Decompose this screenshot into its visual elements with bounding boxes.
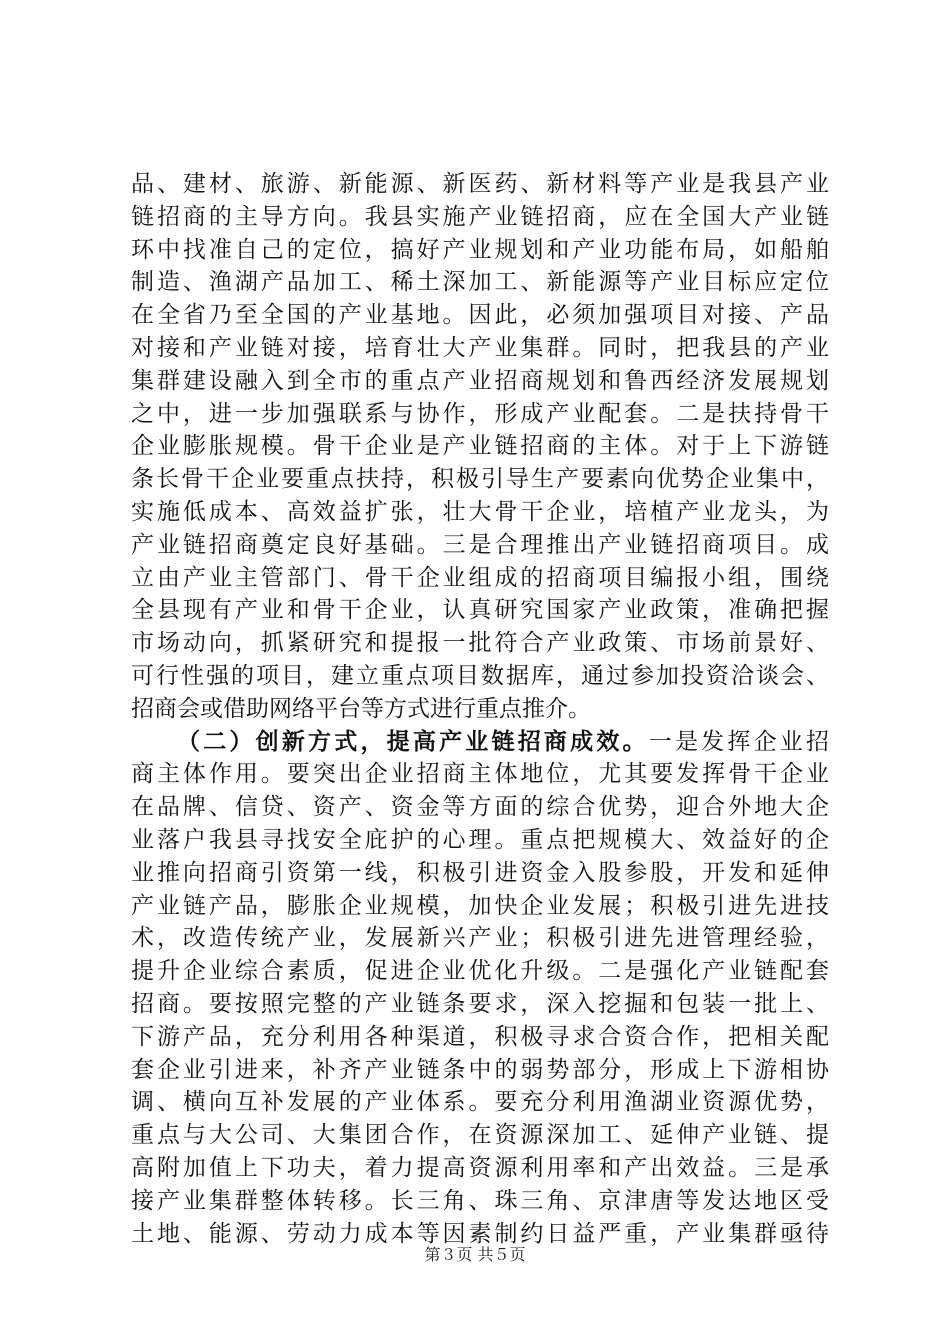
text-line: 调、横向互补发展的产业体系。要充分利用渔湖业资源优势， [131,1089,829,1116]
section-heading: （二）创新方式，提高产业链招商成效。 [177,727,649,755]
paragraph-2 [131,726,829,1251]
text-line: 术，改造传统产业，发展新兴产业；积极引进先进管理经验， [131,925,829,952]
text-line: 品、建材、旅游、新能源、新医药、新材料等产业是我县产业 [131,171,829,197]
text-line: 土地、能源、劳动力成本等因素制约日益严重，产业集群亟待 [131,1220,829,1247]
text-line: 在全省乃至全国的产业基地。因此，必须加强项目对接、产品 [131,302,829,329]
text-line: 在品牌、信贷、资产、资金等方面的综合优势，迎合外地大企 [131,794,829,821]
text-line: 可行性强的项目，建立重点项目数据库，通过参加投资洽谈会、 [131,662,829,689]
text-line: 制造、渔湖产品加工、稀土深加工、新能源等产业目标应定位 [131,269,829,296]
text-line: 实施低成本、高效益扩张，壮大骨干企业，培植产业龙头，为 [131,498,829,525]
text-line: 招商会或借助网络平台等方式进行重点推介。 [131,695,591,722]
text-line: 提升企业综合素质，促进企业优化升级。二是强化产业链配套 [131,958,829,985]
text-line: 产业链招商奠定良好基础。三是合理推出产业链招商项目。成 [131,531,829,558]
paragraph-2-first-line [131,726,829,759]
text-line: 套企业引进来，补齐产业链条中的弱势部分，形成上下游相协 [131,1056,829,1083]
text-line: 对接和产业链对接，培育壮大产业集群。同时，把我县的产业 [131,334,829,361]
text-line: 重点与大公司、大集团合作，在资源深加工、延伸产业链、提 [131,1122,829,1149]
text-line: 下游产品，充分利用各种渠道，积极寻求合资合作，把相关配 [131,1023,829,1050]
text-line: 条长骨干企业要重点扶持，积极引导生产要素向优势企业集中， [131,466,829,493]
text-line: 接产业集群整体转移。长三角、珠三角、京津唐等发达地区受 [131,1187,829,1214]
text-line: 全县现有产业和骨干企业，认真研究国家产业政策，准确把握 [131,597,829,624]
text-line: 链招商的主导方向。我县实施产业链招商，应在全国大产业链 [131,203,829,230]
text-line: 招商。要按照完整的产业链条要求，深入挖掘和包装一批上、 [131,990,829,1017]
text-line: 产业链产品，膨胀企业规模，加快企业发展；积极引进先进技 [131,892,829,919]
paragraph-1 [131,168,829,726]
text-line: 商主体作用。要突出企业招商主体地位，尤其要发挥骨干企业 [131,761,829,788]
section-heading-rest: 一是发挥企业招 [648,728,829,755]
document-body [131,168,829,1250]
text-line: 企业膨胀规模。骨干企业是产业链招商的主体。对于上下游链 [131,433,829,460]
text-line: 市场动向，抓紧研究和提报一批符合产业政策、市场前景好、 [131,630,829,657]
text-line: 业落户我县寻找安全庇护的心理。重点把规模大、效益好的企 [131,826,829,853]
text-line: 之中，进一步加强联系与协作，形成产业配套。二是扶持骨干 [131,400,829,427]
text-line: 集群建设融入到全市的重点产业招商规划和鲁西经济发展规划 [131,367,829,394]
text-line: 立由产业主管部门、骨干企业组成的招商项目编报小组，围绕 [131,564,829,591]
text-line: 环中找准自己的定位，搞好产业规划和产业功能布局，如船舶 [131,236,829,263]
text-line: 高附加值上下功夫，着力提高资源利用率和产出效益。三是承 [131,1154,829,1181]
text-line: 业推向招商引资第一线，积极引进资金入股参股，开发和延伸 [131,859,829,886]
page-number-footer: 第３页 共５页 [424,1245,526,1264]
